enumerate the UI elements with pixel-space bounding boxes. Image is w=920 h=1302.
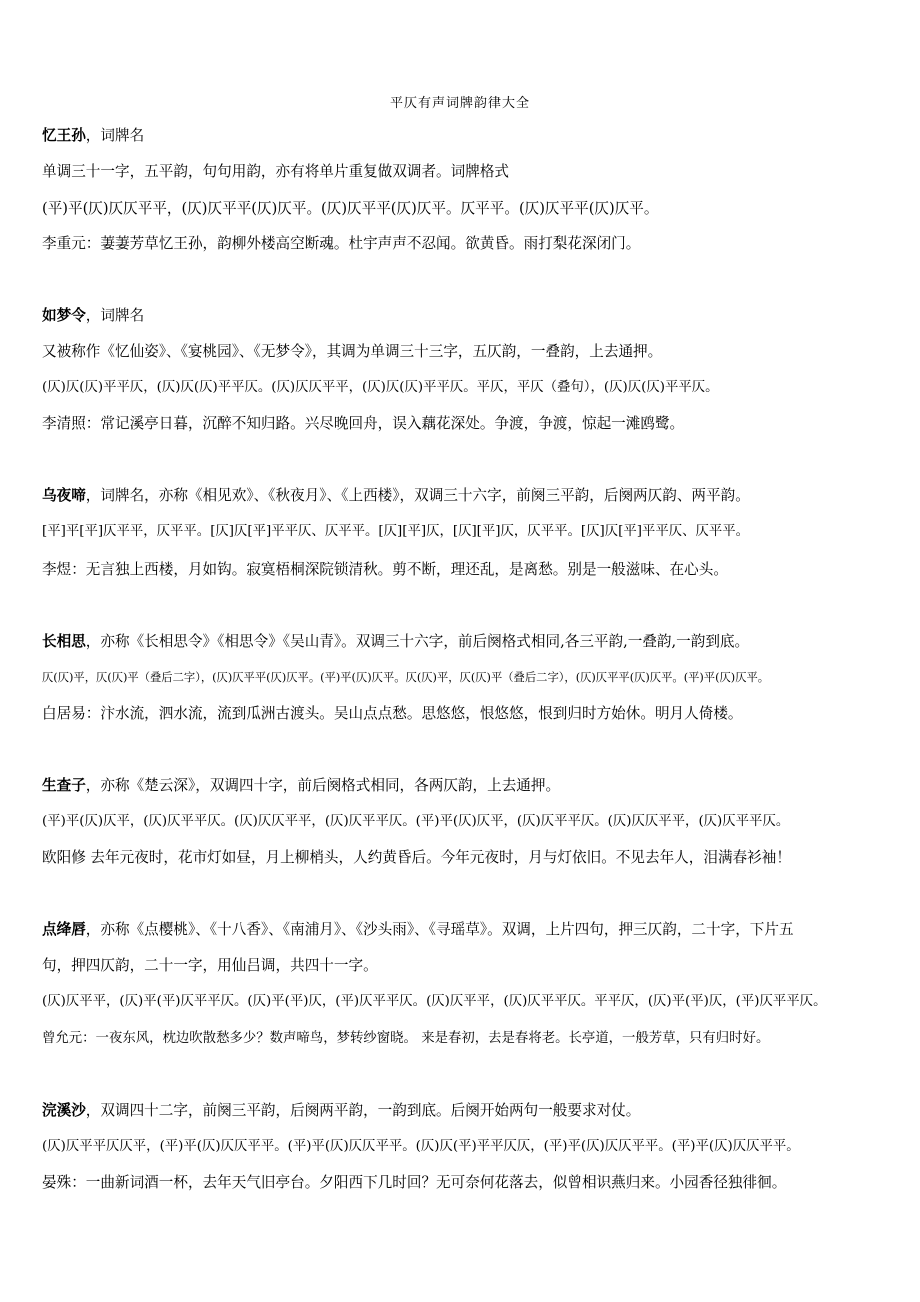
example-poem: 李重元：萋萋芳草忆王孙，韵柳外楼高空断魂。杜宇声声不忍闻。欲黄昏。雨打梨花深闭门。 [42, 235, 641, 252]
cipai-name: 乌夜啼 [42, 487, 86, 504]
page-title: 平仄有声词牌韵律大全 [389, 96, 530, 111]
cipai-name: 长相思 [42, 633, 86, 650]
entry-heading [42, 306, 144, 326]
example-poem: 曾允元：一夜东风，枕边吹散愁多少？数声啼鸟，梦转纱窗晓。 来是春初，去是春将老。长亭道，一般芳草，只有归时好。 [42, 1031, 770, 1046]
example-poem: 晏殊：一曲新词酒一杯，去年天气旧亭台。夕阳西下几时回？无可奈何花落去，似曾相识燕归来。小园香径独徘徊。 [42, 1174, 787, 1191]
tonal-pattern: 仄(仄)平，仄(仄)平（叠后二字），(仄)仄平平(仄)仄平。(平)平(仄)仄平。仄(仄)平，仄(仄)平（叠后二字），(仄)仄平平(仄)仄平。(平)平(仄)仄平。 [42, 671, 770, 684]
cipai-intro: ，亦称《长相思令》《相思令》《吴山青》。双调三十六字，前后阕格式相同,各三平韵,一叠韵,一韵到底。 [85, 633, 750, 650]
cipai-name: 浣溪沙 [42, 1102, 86, 1119]
entry-description: 又被称作《忆仙姿》、《宴桃园》、《无梦令》，其调为单调三十三字，五仄韵，一叠韵，上去通押。 [42, 343, 663, 360]
cipai-intro: ，亦称《楚云深》，双调四十字，前后阕格式相同，各两仄韵，上去通押。 [85, 777, 561, 794]
cipai-name: 如梦令 [42, 307, 86, 324]
entry-heading [42, 632, 749, 652]
cipai-intro: ，词牌名 [85, 307, 145, 324]
entry-heading [42, 920, 794, 940]
tonal-pattern: (仄)仄平平仄仄平，(平)平(仄)仄仄平平。(平)平(仄)仄仄平平。(仄)仄(平)平平仄仄，(平)平(仄)仄仄平平。(平)平(仄)仄仄平平。 [42, 1139, 800, 1154]
example-poem: 白居易：汴水流，泗水流，流到瓜洲古渡头。吴山点点愁。思悠悠，恨悠悠，恨到归时方始休。明月人倚楼。 [42, 705, 743, 722]
cipai-name: 生查子 [42, 777, 86, 794]
cipai-name: 忆王孙 [42, 127, 86, 144]
entry-description: 单调三十一字，五平韵，句句用韵，亦有将单片重复做双调者。词牌格式 [42, 163, 510, 180]
tonal-pattern: (平)平(仄)仄仄平平，(仄)仄平平(仄)仄平。(仄)仄平平(仄)仄平。仄平平。(仄)仄平平(仄)仄平。 [42, 200, 659, 217]
example-poem: 李煜：无言独上西楼，月如钩。寂寞梧桐深院锁清秋。剪不断，理还乱，是离愁。别是一般滋味、在心头。 [42, 561, 728, 578]
entry-heading [42, 1101, 640, 1121]
tonal-pattern: (仄)仄(仄)平平仄，(仄)仄(仄)平平仄。(仄)仄仄平平，(仄)仄(仄)平平仄。平仄，平仄（叠句），(仄)仄(仄)平平仄。 [42, 380, 719, 395]
entry-heading [42, 126, 144, 146]
cipai-intro: ，词牌名，亦称《相见欢》、《秋夜月》、《上西楼》，双调三十六字，前阕三平韵，后阕两仄韵、两平韵。 [85, 487, 750, 504]
cipai-intro: ，双调四十二字，前阕三平韵，后阕两平韵，一韵到底。后阕开始两句一般要求对仗。 [85, 1102, 641, 1119]
entry-heading-continued: 句，押四仄韵，二十一字，用仙吕调，共四十一字。 [42, 957, 378, 974]
tonal-pattern: (平)平(仄)仄平，(仄)仄平平仄。(仄)仄仄平平，(仄)仄平平仄。(平)平(仄)仄平，(仄)仄平平仄。(仄)仄仄平平，(仄)仄平平仄。 [42, 814, 790, 829]
cipai-intro: ，词牌名 [85, 127, 145, 144]
example-poem: 欧阳修 去年元夜时，花市灯如昼，月上柳梢头，人约黄昏后。今年元夜时，月与灯依旧。不见去年人，泪满春衫袖！ [42, 849, 791, 866]
entry-heading [42, 776, 560, 796]
cipai-intro: ，亦称《点樱桃》、《十八香》、《南浦月》、《沙头雨》、《寻瑶草》。双调，上片四句，押三仄韵，二十字，下片五 [85, 921, 794, 938]
tonal-pattern: [平]平[平]仄平平，仄平平。[仄]仄[平]平平仄、仄平平。[仄][平]仄，[仄][平]仄，仄平平。[仄]仄[平]平平仄、仄平平。 [42, 524, 750, 539]
entry-heading [42, 486, 750, 506]
cipai-name: 点绛唇 [42, 921, 86, 938]
example-poem: 李清照：常记溪亭日暮，沉醉不知归路。兴尽晚回舟，误入藕花深处。争渡，争渡，惊起一滩鸥鹭。 [42, 415, 685, 432]
tonal-pattern: (仄)仄平平，(仄)平(平)仄平平仄。(仄)平(平)仄，(平)仄平平仄。(仄)仄平平，(仄)仄平平仄。平平仄，(仄)平(平)仄，(平)仄平平仄。 [42, 994, 827, 1009]
